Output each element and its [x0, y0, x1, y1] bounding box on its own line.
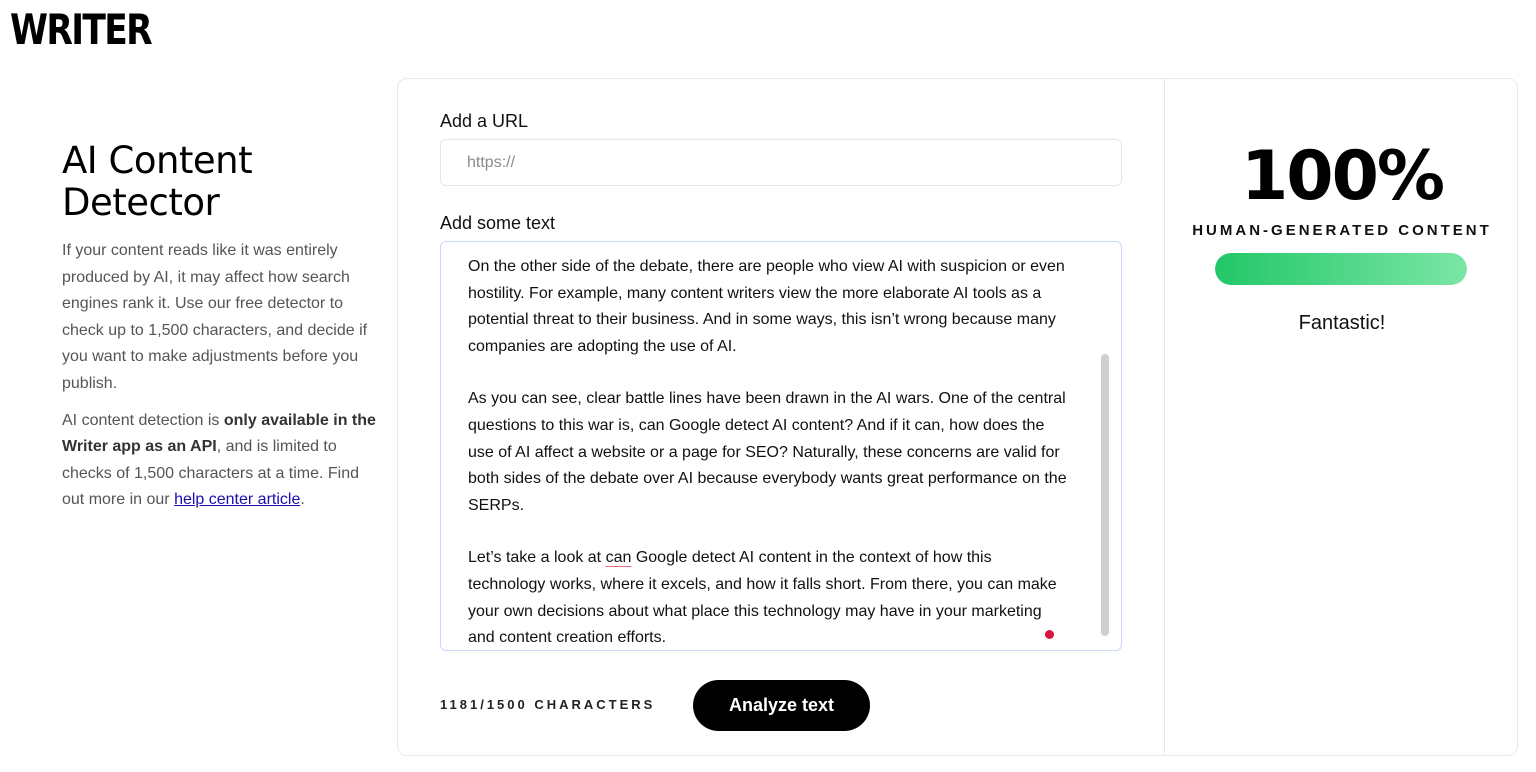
url-label: Add a URL: [440, 111, 529, 131]
page-title: AI Content Detector: [62, 139, 253, 224]
text-paragraph: As you can see, clear battle lines have been drawn in the AI wars. One of the central questions to this war is, can Google detect AI content? And if it can, how does the use of AI affect a website or a page for SEO? Naturally, these concerns are valid for both sides of the debate over AI because everybody wants great performance on the SERPs.: [468, 390, 1067, 514]
intro-section: [62, 140, 380, 524]
score-value: 100%: [1240, 137, 1444, 216]
spellcheck-flagged-word[interactable]: can: [605, 549, 632, 567]
help-center-link[interactable]: help center article: [174, 491, 301, 509]
text-input[interactable]: [440, 241, 1122, 651]
url-input[interactable]: [440, 139, 1122, 186]
result-panel: [1165, 79, 1519, 755]
text-input-content[interactable]: [468, 254, 1068, 651]
score-label: HUMAN-GENERATED CONTENT: [1192, 222, 1492, 239]
intro-note: AI content detection is only available in the Writer app as an API, and is limited to checks of 1,500 characters at a time. Find out more in our help center article.: [62, 411, 376, 509]
red-dot-icon[interactable]: [1045, 630, 1054, 639]
detector-card: [397, 78, 1518, 756]
text-paragraph: Let’s take a look at can Google detect AI content in the context of how this technology works, where it excels, and how it falls short. From there, you can make your own decisions about what place this technology may have in your marketing and content creation efforts.: [468, 549, 1057, 647]
score-progress-fill: [1215, 253, 1467, 285]
verdict-text: Fantastic!: [1298, 312, 1386, 334]
analyze-text-button[interactable]: Analyze text: [693, 680, 870, 731]
writer-logo[interactable]: WRITER: [10, 5, 152, 54]
character-count: 1181/1500 CHARACTERS: [440, 697, 656, 712]
text-paragraph: On the other side of the debate, there are people who view AI with suspicion or even hostility. For example, many content writers view the more elaborate AI tools as a potential threat to their business. And in some ways, this isn’t wrong because many companies are adopting the use of AI.: [468, 258, 1065, 355]
score-progress-bar: [1215, 253, 1467, 285]
text-label: Add some text: [440, 213, 556, 233]
intro-description: If your content reads like it was entirely produced by AI, it may affect how search engines rank it. Use our free detector to check up to 1,500 characters, and decide if you want to make adjustments before you publish.: [62, 242, 368, 392]
text-scrollbar[interactable]: [1101, 354, 1109, 636]
